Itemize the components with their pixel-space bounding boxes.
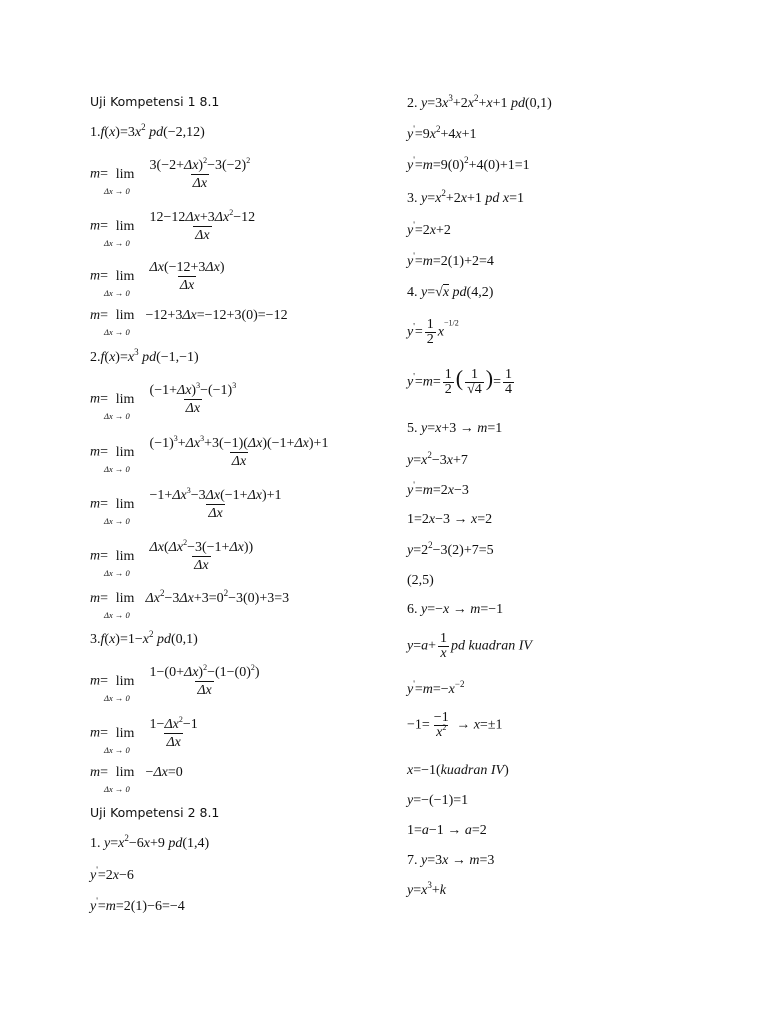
problem-3-slope: y'=m=2(1)+2=4: [407, 251, 494, 269]
problem-2-step-5: m= lim Δx → 0 $\Delta x^2-3\Delta x+3=0^2-3(0)+3=3$: [90, 588, 290, 620]
problem-1-step-2: m= lim Δx → 0 $\frac{12-12\Delta x+3\Delta x^2-12}{\Delta x}$: [90, 208, 256, 248]
problem-2-derivative: $y'=9x^2+4x+1$: [407, 124, 477, 142]
problem-5-step-4: $y=2^2-3(2)+7=5$: [407, 540, 494, 558]
problem-6-step-2: $y'=m=-x^{-2}$: [407, 679, 465, 697]
problem-1-step-3: m= lim Δx → 0 $\frac{\Delta x(-12+3\Delta x)}{\Delta x}$: [90, 260, 225, 298]
problem-5-step-2: y'=m=2x−3: [407, 480, 469, 498]
problem-1-statement: $1.f(x)=3x^2$ pd(−2,12): [90, 122, 205, 140]
problem-3-statement-right: 3. $y=x^2+2x+1$ pd x=1: [407, 188, 524, 206]
problem-7-statement: 7. y=3x → m=3: [407, 853, 495, 868]
problem-1-step-1: m= lim Δx → 0 $\frac{3(-2+\Delta x)^2-3(-2)^2}{\Delta x}$: [90, 156, 251, 196]
problem-2-statement-right: 2. $y=3x^3+2x^2+x+1$ pd(0,1): [407, 93, 552, 111]
problem-3-statement: $3.f(x)=1-x^2$ pd(0,1): [90, 629, 198, 647]
problem-6-step-4: x=−1(kuadran IV): [407, 763, 509, 778]
problem-5-step-1: $y=x^2-3x+7$: [407, 450, 468, 468]
section2-problem-1-statement: 1. $y=x^2-6x+9$ pd(1,4): [90, 833, 210, 851]
section2-problem-1-step-2: y'=m=2(1)−6=−4: [90, 896, 185, 914]
problem-5-answer: (2,5): [407, 573, 434, 588]
problem-3-step-3: m= lim Δx → 0 −Δx=0: [90, 765, 183, 794]
problem-3-step-2: m= lim Δx → 0 $\frac{1-\Delta x^2-1}{\Delta x}$: [90, 715, 198, 755]
problem-6-step-5: y=−(−1)=1: [407, 793, 469, 808]
problem-2-step-1: m= lim Δx → 0 $\frac{(-1+\Delta x)^3-(-1)^3}{\Delta x}$: [90, 381, 237, 421]
problem-2-step-4: m= lim Δx → 0 $\frac{\Delta x(\Delta x^2-3(-1+\Delta x))}{\Delta x}$: [90, 538, 254, 578]
problem-6-step-1: y=a+ $\frac{1}{x}$ pd kuadran IV: [407, 631, 532, 661]
problem-2-slope: $y'=m=9(0)^2+4(0)+1=1$: [407, 155, 530, 173]
problem-3-derivative: y'=2x+2: [407, 220, 451, 238]
problem-2-step-3: m= lim Δx → 0 $\frac{-1+\Delta x^3-3\Delta x(-1+\Delta x)+1}{\Delta x}$: [90, 486, 282, 526]
problem-6-statement: 6. y=−x → m=−1: [407, 602, 504, 617]
problem-4-statement: 4. y=√x pd(4,2): [407, 285, 494, 300]
section-heading-1: Uji Kompetensi 1 8.1: [90, 94, 220, 109]
problem-1-step-4: m= lim Δx → 0 −12+3Δx=−12+3(0)=−12: [90, 308, 288, 337]
section2-problem-1-step-1: y'=2x−6: [90, 865, 134, 883]
problem-6-step-3: −1= $\frac{-1}{x^2}$ → x=±1: [407, 710, 503, 740]
problem-4-slope: y'=m= $\frac{1}{2}$ ( $\frac{1}{√4}$ )= $\frac{1}{4}$: [407, 365, 513, 397]
problem-5-statement: 5. y=x+3 → m=1: [407, 421, 503, 436]
problem-2-step-2: m= lim Δx → 0 $\frac{(-1)^3+\Delta x^3+3(-1)(\Delta x)(-1+\Delta x)+1}{\Delta x}$: [90, 434, 329, 474]
problem-6-step-6: 1=a−1 → a=2: [407, 823, 487, 838]
problem-3-step-1: m= lim Δx → 0 $\frac{1-(0+\Delta x)^2-(1-(0)^2)}{\Delta x}$: [90, 663, 260, 703]
section-heading-2: Uji Kompetensi 2 8.1: [90, 805, 220, 820]
problem-4-derivative: y'= $\frac{1}{2}$ $x^{-1/2}$: [407, 317, 459, 347]
problem-5-step-3: 1=2x−3 → x=2: [407, 512, 493, 527]
problem-7-step-1: $y=x^3+k$: [407, 880, 446, 898]
problem-2-statement: $2.f(x)=x^3$ pd(−1,−1): [90, 347, 199, 365]
